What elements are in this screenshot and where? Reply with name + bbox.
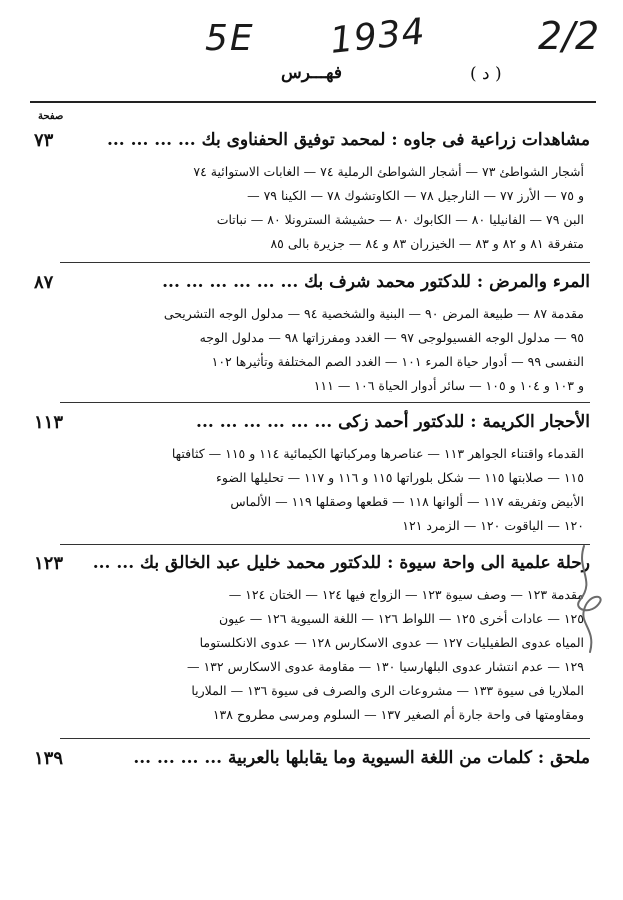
entry-page-number: ٧٣ [34,130,54,151]
subtopic-line: ومقاومتها فى واحة جارة أم الصغير ١٣٧ — السلوم ومرسى مطروح ١٣٨ [212,707,584,722]
handwritten-code: 5E [205,18,255,59]
page-column-label: صفحة [38,111,64,122]
entry-page-number: ٨٧ [34,272,54,293]
subtopic-line: ١٢٥ — عادات أخرى ١٢٥ — اللواط ١٢٦ — اللغة السيوية ١٢٦ — عيون [218,611,584,626]
subtopic-line: مقدمة ٨٧ — طبيعة المرض ٩٠ — البنية والشخصية ٩٤ — مدلول الوجه التشريحى [163,306,584,321]
subtopic-line: ١٢٩ — عدم انتشار عدوى البلهارسيا ١٣٠ — مقاومة عدوى الاسكارس ١٣٢ — [186,659,584,674]
header-rule [30,101,596,103]
entry-page-number: ١١٣ [34,412,64,433]
subtopic-line: و ٧٥ — الأرز ٧٧ — النارجيل ٧٨ — الكاوتشوك ٧٨ — الكينا ٧٩ — [247,188,584,203]
page-identifier: ( د ) [470,64,502,84]
subtopic-line: ٩٥ — مدلول الوجه الفسيولوجى ٩٧ — الغدد ومفرزاتها ٩٨ — مدلول الوجه [199,330,584,345]
section-divider [60,402,590,403]
entry-heading: رحلة علمية الى واحة سيوة : للدكتور محمد خليل عبد الخالق بك ... ... [92,553,590,573]
entry-heading: المرء والمرض : للدكتور محمد شرف بك ... ... ... ... ... ... [162,272,590,292]
entry-heading-row [24,272,590,302]
subtopic-line: القدماء واقتناء الجواهر ١١٣ — عناصرها ومركباتها الكيمائية ١١٤ و ١١٥ — كثافتها [171,446,584,461]
entry-page-number: ١٢٣ [34,553,64,574]
subtopic-line: المياه عدوى الطفيليات ١٢٧ — عدوى الاسكارس ١٢٨ — عدوى الانكلستوما [199,635,584,650]
entry-subtopics [24,160,590,256]
entry-heading: مشاهدات زراعية فى جاوه : لمحمد توفيق الحفناوى بك ... ... ... ... [106,130,590,150]
handwritten-year: 1934 [328,11,428,62]
subtopic-line: الأبيض وتفريقه ١١٧ — ألوانها ١١٨ — قطعها وصقلها ١١٩ — الألماس [230,494,584,509]
entry-page-number: ١٣٩ [34,748,64,769]
subtopic-line: متفرقة ٨١ و ٨٢ و ٨٣ — الخيزران ٨٣ و ٨٤ — جزيرة بالى ٨٥ [270,236,584,251]
section-divider [60,544,590,545]
toc-entry [24,272,590,398]
subtopic-line: البن ٧٩ — الفانيليا ٨٠ — الكابوك ٨٠ — حشيشة السترونلا ٨٠ — نباتات [216,212,584,227]
entry-heading-row [24,748,590,778]
section-divider [60,738,590,739]
toc-entry [24,130,590,256]
subtopic-line: ١١٥ — صلابتها ١١٥ — شكل بلوراتها ١١٥ و ١١٦ و ١١٧ — تحليلها الضوء [216,470,584,485]
handwritten-fraction: 2/2 [538,14,600,58]
toc-entry [24,553,590,727]
entry-heading: الأحجار الكريمة : للدكتور أحمد زكى ... ... ... ... ... ... [196,412,590,432]
entry-heading-row [24,553,590,583]
subtopic-line: و ١٠٣ و ١٠٤ و ١٠٥ — سائر أدوار الحياة ١٠٦ — ١١١ [313,378,584,393]
subtopic-line: النفسى ٩٩ — أدوار حياة المرء ١٠١ — الغدد الصم المختلفة وتأثيرها ١٠٢ [211,354,584,369]
subtopic-line: مقدمة ١٢٣ — وصف سيوة ١٢٣ — الزواج فيها ١٢٤ — الختان ١٢٤ — [228,587,584,602]
entry-heading: ملحق : كلمات من اللغة السيوية وما يقابلها بالعربية ... ... ... ... [133,748,590,768]
subtopic-line: أشجار الشواطئ ٧٣ — أشجار الشواطئ الرملية ٧٤ — الغابات الاستوائية ٧٤ [193,164,584,179]
entry-subtopics [24,583,590,727]
entry-subtopics [24,302,590,398]
toc-entry [24,748,590,778]
subtopic-line: ١٢٠ — الياقوت ١٢٠ — الزمرد ١٢١ [402,518,584,533]
entry-subtopics [24,442,590,538]
section-divider [60,262,590,263]
page-title: فهـــرس [280,63,343,83]
entry-heading-row [24,130,590,160]
pencil-annotation-mark [566,540,616,660]
toc-entry [24,412,590,538]
subtopic-line: الملاريا فى سيوة ١٣٣ — مشروعات الرى والصرف فى سيوة ١٣٦ — الملاريا [191,683,584,698]
pencil-scribble-icon [566,540,616,660]
entry-heading-row [24,412,590,442]
